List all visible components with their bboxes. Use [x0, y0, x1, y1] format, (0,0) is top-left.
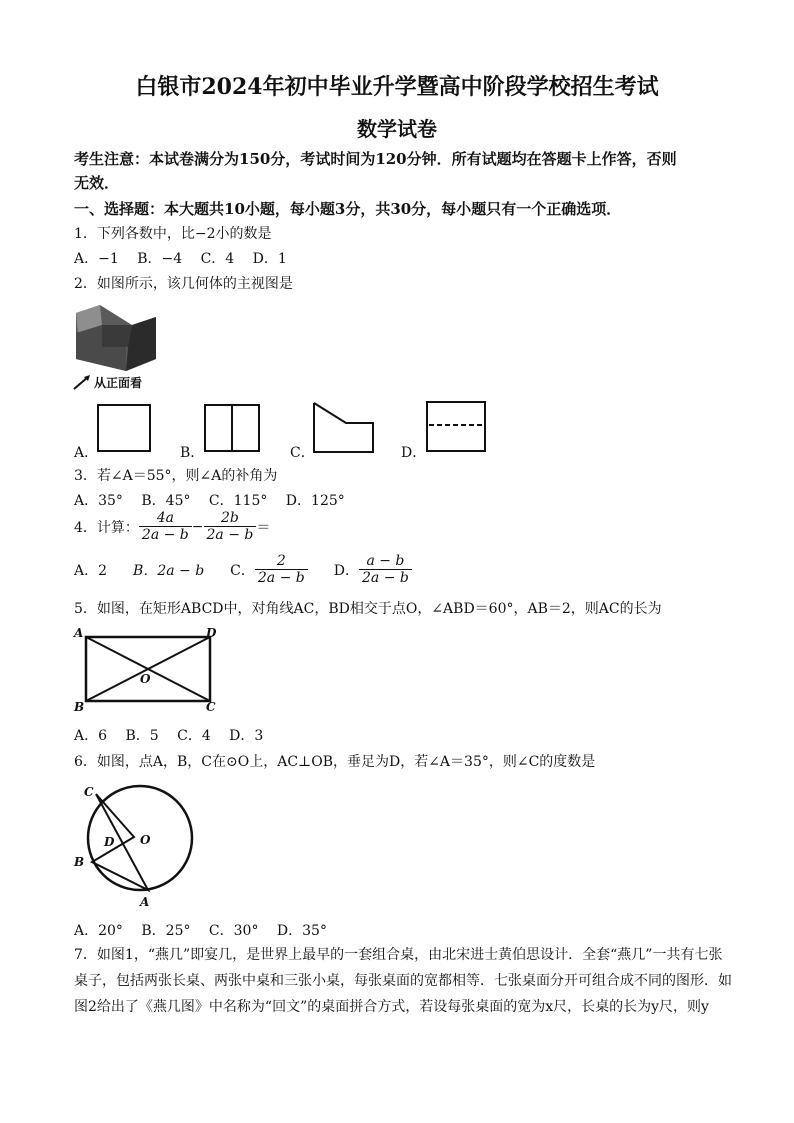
q5-label-o: O — [140, 672, 151, 686]
q5-options: A．6 B．5 C．4 D．3 — [74, 728, 264, 744]
q4-prefix: 4．计算： — [74, 519, 139, 536]
q4-f1-num: 4a — [139, 510, 192, 527]
q2-option-a-figure — [97, 404, 153, 454]
q5-label-b: B — [74, 700, 85, 714]
q4-f2-num: 2b — [204, 510, 257, 527]
q6-label-b: B — [74, 855, 85, 869]
q2-option-d-label: D． — [401, 445, 427, 461]
q1-stem: 1．下列各数中，比−2小的数是 — [74, 226, 272, 242]
q4-stem — [74, 510, 270, 543]
q4-option-c-fraction — [255, 553, 308, 586]
q1-options: A．−1 B．−4 C．4 D．1 — [74, 251, 287, 267]
q2-option-b-figure — [204, 404, 262, 454]
q6-label-d: D — [104, 835, 115, 849]
notice-line-2: 无效． — [74, 174, 120, 192]
q4-d-num: a − b — [359, 553, 412, 570]
q6-stem: 6．如图，点A，B，C在⊙O上，AC⊥OB，垂足为D，若∠A＝35°，则∠C的度数是 — [74, 754, 596, 770]
q4-minus: − — [191, 518, 204, 535]
exam-subtitle: 数学试卷 — [357, 117, 437, 141]
q4-option-d-fraction — [359, 553, 412, 586]
q2-stem: 2．如图所示，该几何体的主视图是 — [74, 276, 293, 292]
q4-option-d: D． — [333, 562, 359, 579]
q4-option-c: C． — [230, 562, 255, 579]
q2-option-d-figure — [426, 401, 488, 454]
q6-label-o: O — [140, 833, 151, 847]
q4-d-den: 2a − b — [361, 570, 409, 587]
q5-label-a: A — [74, 626, 84, 640]
notice-line-1: 考生注意：本试卷满分为150分，考试时间为120分钟．所有试题均在答题卡上作答，否则 — [74, 150, 677, 168]
q4-f1-den: 2a − b — [141, 527, 189, 544]
exam-title: 白银市2024年初中毕业升学暨高中阶段学校招生考试 — [135, 74, 659, 100]
view-direction-label: 从正面看 — [94, 376, 143, 390]
q7-line-1: 7．如图1，“燕几”即宴几，是世界上最早的一套组合桌，由北宋进士黄伯思设计．全套“燕几”一共有七张 — [74, 947, 723, 963]
q3-options: A．35° B．45° C．115° D．125° — [74, 493, 345, 509]
q4-c-num: 2 — [255, 553, 308, 570]
q2-option-c-label: C． — [290, 445, 315, 461]
q6-options: A．20° B．25° C．30° D．35° — [74, 923, 327, 939]
section-heading: 一、选择题：本大题共10小题，每小题3分，共30分，每小题只有一个正确选项． — [74, 200, 622, 218]
q6-label-c: C — [84, 785, 94, 799]
q5-label-c: C — [206, 700, 216, 714]
q5-label-d: D — [206, 626, 217, 640]
q5-rectangle-figure — [72, 625, 222, 715]
q7-line-2: 桌子，包括两张长桌、两张中桌和三张小桌，每张桌面的宽都相等．七张桌面分开可组合成不同的图形．如 — [74, 973, 732, 989]
q2-option-b-label: B． — [180, 445, 205, 461]
q4-c-den: 2a − b — [257, 570, 305, 587]
q4-options — [74, 553, 412, 586]
q4-option-b: B．2a − b — [133, 562, 205, 579]
q4-option-a: A．2 — [74, 562, 108, 579]
q3-stem: 3．若∠A＝55°，则∠A的补角为 — [74, 468, 278, 484]
q5-stem: 5．如图，在矩形ABCD中，对角线AC，BD相交于点O，∠ABD＝60°，AB＝2，则AC的长为 — [74, 601, 662, 617]
q7-line-3: 图2给出了《燕几图》中名称为“回文”的桌面拼合方式，若设每张桌面的宽为x尺，长桌的长为y尺，则y — [74, 999, 709, 1015]
q6-label-a: A — [140, 895, 150, 909]
q4-fraction-2 — [204, 510, 257, 543]
q6-circle-figure — [70, 782, 200, 912]
q2-option-a-label: A． — [74, 445, 99, 461]
q4-equals: ＝ — [256, 519, 271, 536]
q2-option-c-figure — [312, 401, 376, 454]
q4-f2-den: 2a − b — [206, 527, 254, 544]
q4-fraction-1 — [139, 510, 192, 543]
